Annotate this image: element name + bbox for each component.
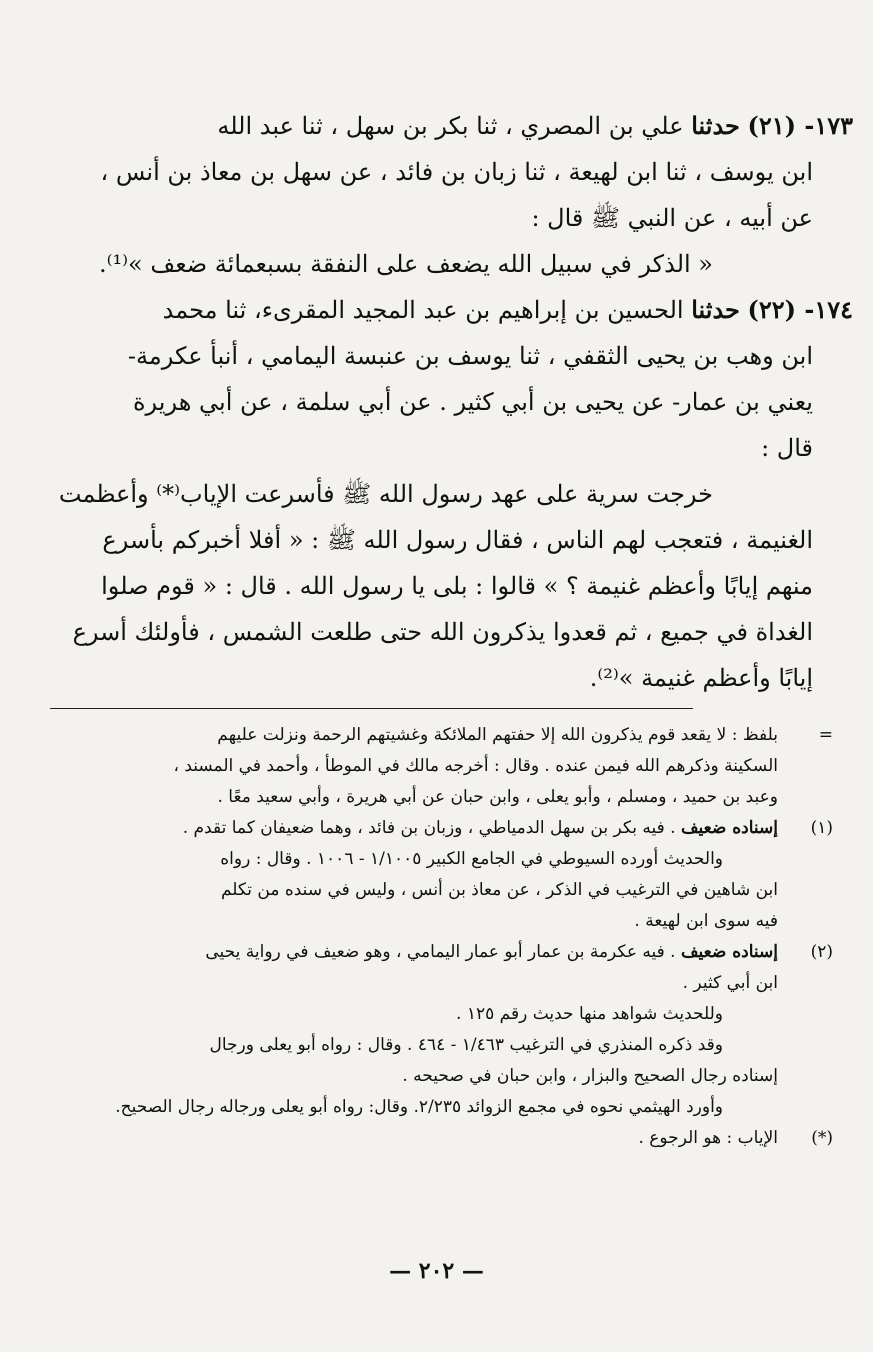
hadith-174-line-3: يعني بن عمار- عن يحيى بن أبي كثير . عن أبي سلمة ، عن أبي هريرة [132, 388, 813, 416]
footnote-line [50, 813, 778, 844]
hadith-173-matn: « الذكر في سبيل الله يضعف على النفقة بسبعمائة ضعف »⁽¹⁾. [99, 250, 713, 278]
hadith-174-matn-3: منهم إيابًا وأعظم غنيمة ؟ » قالوا : بلى يا رسول الله . قال : « قوم صلوا [101, 572, 813, 600]
footnote-text: الإياب : هو الرجوع . [638, 1128, 778, 1148]
grading-label: إسناده ضعيف [680, 942, 778, 962]
haddathana-word: حدثنا [691, 111, 740, 140]
page-number: — ٢٠٢ — [389, 1258, 484, 1284]
footnote-line: إسناده رجال الصحيح والبزار ، وابن حبان في صحيحه . [402, 1066, 778, 1086]
footnote-mark: = [818, 725, 833, 745]
hadith-174-matn-1: خرجت سرية على عهد رسول الله ﷺ فأسرعت الإياب⁽*⁾ وأعظمت [58, 480, 713, 508]
hadith-174-line-2: ابن وهب بن يحيى الثقفي ، ثنا يوسف بن عنبسة اليمامي ، أنبأ عكرمة- [127, 342, 813, 370]
footnote-continuation [50, 720, 833, 813]
isnad-text: الحسين بن إبراهيم بن عبد المجيد المقرىء، ثنا محمد [162, 296, 684, 324]
footnote-star [50, 1123, 833, 1154]
footnote-line: وأورد الهيثمي نحوه في مجمع الزوائد ٢/٢٣٥. وقال: رواه أبو يعلى ورجاله رجال الصحيح. [115, 1097, 723, 1117]
footnote-line-text: . فيه بكر بن سهل الدمياطي ، وزبان بن فائد ، وهما ضعيفان كما تقدم . [182, 818, 676, 838]
footnote-line [50, 937, 778, 968]
hadith-174-matn-4: الغداة في جميع ، ثم قعدوا يذكرون الله حتى طلعت الشمس ، فأولئك أسرع [72, 618, 813, 646]
footnote-text [50, 813, 778, 937]
hadith-number: ١٧٤- (٢٢) [747, 295, 853, 324]
footnotes [50, 720, 833, 1154]
footnote-mark: (٢) [810, 942, 833, 962]
footnote-1 [50, 813, 833, 937]
footnote-line: وعبد بن حميد ، ومسلم ، وأبو يعلى ، وابن حبان عن أبي هريرة ، وأبي سعيد معًا . [217, 787, 778, 807]
footnote-mark: (١) [810, 818, 833, 838]
hadith-174-matn-2: الغنيمة ، فتعجب لهم الناس ، فقال رسول الله ﷺ : « أفلا أخبركم بأسرع [102, 526, 813, 554]
hadith-174-matn-5: إيابًا وأعظم غنيمة »⁽²⁾. [589, 664, 813, 692]
hadith-173-line-2: ابن يوسف ، ثنا ابن لهيعة ، ثنا زبان بن فائد ، عن سهل بن معاذ بن أنس ، [100, 158, 813, 186]
footnote-text [50, 720, 778, 813]
hadith-173-line-1 [50, 103, 853, 149]
footnote-line: السكينة وذكرهم الله فيمن عنده . وقال : أخرجه مالك في الموطأ ، وأحمد في المسند ، [173, 756, 778, 776]
footnote-separator [50, 708, 693, 709]
main-text [50, 103, 853, 701]
footnote-text [50, 937, 778, 1123]
hadith-174-line-1 [50, 287, 853, 333]
footnote-2 [50, 937, 833, 1123]
grading-label: إسناده ضعيف [680, 818, 778, 838]
footnote-line: فيه سوى ابن لهيعة . [634, 911, 778, 931]
footnote-line-text: . فيه عكرمة بن عمار أبو عمار اليمامي ، وهو ضعيف في رواية يحيى [205, 942, 676, 962]
hadith-173-line-3: عن أبيه ، عن النبي ﷺ قال : [531, 204, 813, 232]
footnote-mark: (*) [811, 1128, 833, 1148]
footnote-line: وللحديث شواهد منها حديث رقم ١٢٥ . [456, 1004, 723, 1024]
hadith-number: ١٧٣- (٢١) [747, 111, 853, 140]
footnote-line: ابن أبي كثير . [682, 973, 778, 993]
footnote-line: ابن شاهين في الترغيب في الذكر ، عن معاذ بن أنس ، وليس في سنده من تكلم [220, 880, 778, 900]
footnote-line: والحديث أورده السيوطي في الجامع الكبير ١/١٠٠٥ - ١٠٠٦ . وقال : رواه [220, 849, 723, 869]
hadith-174-line-4: قال : [761, 434, 813, 462]
footnote-line: بلفظ : لا يقعد قوم يذكرون الله إلا حفتهم الملائكة وغشيتهم الرحمة ونزلت عليهم [217, 725, 778, 745]
isnad-text: علي بن المصري ، ثنا بكر بن سهل ، ثنا عبد الله [217, 112, 684, 140]
footnote-line: وقد ذكره المنذري في الترغيب ١/٤٦٣ - ٤٦٤ . وقال : رواه أبو يعلى ورجال [209, 1035, 723, 1055]
haddathana-word: حدثنا [691, 295, 740, 324]
